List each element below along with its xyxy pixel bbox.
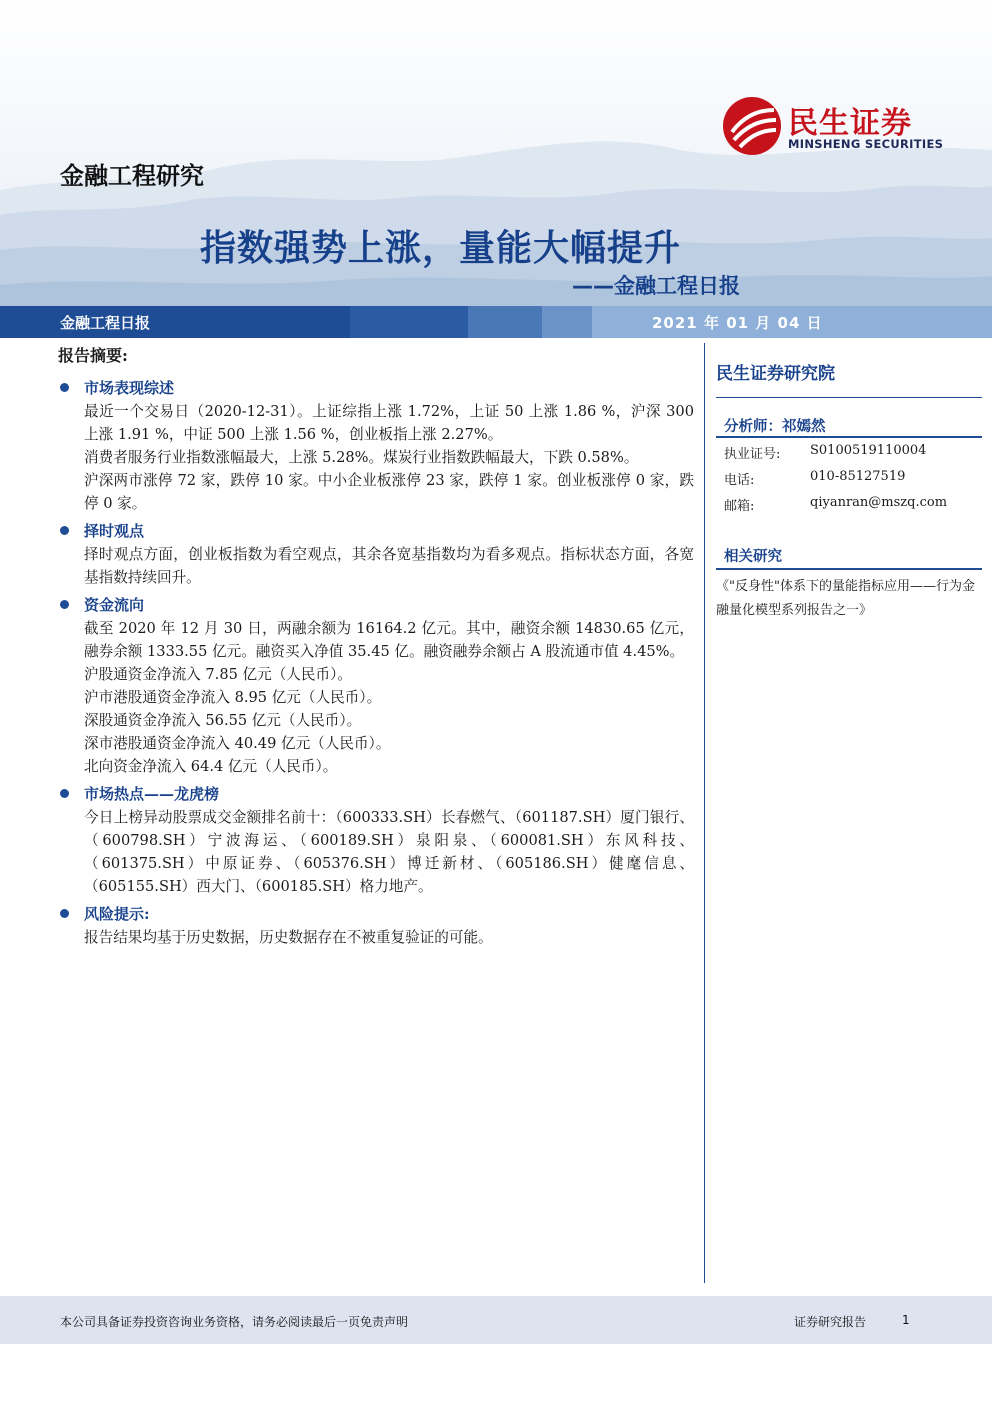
info-value: S0100519110004	[810, 443, 927, 458]
section-fund-flow	[58, 593, 694, 778]
report-title: 指数强势上涨，量能大幅提升	[200, 228, 682, 269]
paragraph: 北向资金净流入 64.4 亿元（人民币）。	[84, 758, 338, 775]
section-header	[58, 902, 694, 926]
info-label: 执业证号:	[724, 447, 781, 462]
page-footer	[0, 1296, 992, 1344]
section-title: 择时观点	[84, 522, 145, 540]
section-body	[84, 926, 694, 949]
band-segment	[542, 306, 592, 338]
section-title: 风险提示:	[84, 905, 150, 923]
paragraph: 深股通资金净流入 56.55 亿元（人民币）。	[84, 712, 362, 729]
logo-chinese-name: 民生证券	[788, 106, 912, 141]
paragraph: 最近一个交易日（2020-12-31）。上证综指上涨 1.72%，上证 50 上涨 1.86 %，沪深 300 上涨 1.91 %，中证 500 上涨 1.56 %，创业板指上涨 2.27%。	[84, 403, 694, 443]
section-body	[84, 400, 694, 515]
band-segment	[468, 306, 542, 338]
paragraph: 沪市港股通资金净流入 8.95 亿元（人民币）。	[84, 689, 382, 706]
bullet-icon	[60, 383, 69, 392]
footer-disclaimer: 本公司具备证券投资咨询业务资格，请务必阅读最后一页免责声明	[60, 1315, 409, 1329]
section-header	[58, 376, 694, 400]
section-market-overview	[58, 376, 694, 515]
footer-report-type: 证券研究报告	[794, 1315, 867, 1329]
report-subtitle: ——金融工程日报	[572, 274, 740, 298]
title-band	[0, 306, 992, 338]
abstract-heading: 报告摘要:	[58, 346, 128, 365]
section-header	[58, 519, 694, 543]
section-timing-view	[58, 519, 694, 589]
section-body	[84, 543, 694, 589]
section-header	[58, 593, 694, 617]
divider	[716, 397, 982, 398]
paragraph: 沪股通资金净流入 7.85 亿元（人民币）。	[84, 666, 352, 683]
section-header	[58, 782, 694, 806]
related-research-heading: 相关研究	[724, 548, 782, 565]
bullet-icon	[60, 909, 69, 918]
paragraph: 报告结果均基于历史数据，历史数据存在不被重复验证的可能。	[84, 929, 493, 946]
section-body	[84, 617, 694, 778]
paragraph: 深市港股通资金净流入 40.49 亿元（人民币）。	[84, 735, 391, 752]
abstract-column	[58, 343, 694, 949]
info-label: 邮箱:	[724, 499, 755, 514]
logo-english-name: MINSHENG SECURITIES	[788, 137, 944, 151]
column-divider	[704, 343, 705, 1283]
bullet-icon	[60, 600, 69, 609]
info-label: 电话:	[724, 473, 755, 488]
minsheng-logo	[722, 96, 952, 158]
institute-name: 民生证券研究院	[716, 364, 835, 384]
paragraph: 截至 2020 年 12 月 30 日，两融余额为 16164.2 亿元。其中，融资余额 14830.65 亿元，融券余额 1333.55 亿元。融资买入净值 35.45 亿。融资融券余额占 A 股流通市值 4.45%。	[84, 620, 694, 660]
report-date: 2021 年 01 月 04 日	[652, 314, 823, 332]
paragraph: 今日上榜异动股票成交金额排名前十：（600333.SH）长春燃气、（601187.SH）厦门银行、（600798.SH）宁波海运、（600189.SH）泉阳泉、（600081.SH）东风科技、（601375.SH）中原证券、（605376.SH）博迁新材、（605186.SH）健麾信息、（605155.SH）西大门、（600185.SH）格力地产。	[84, 809, 694, 895]
paragraph: 择时观点方面，创业板指数为看空观点，其余各宽基指数均为看多观点。指标状态方面，各宽基指数持续回升。	[84, 546, 694, 586]
bullet-icon	[60, 526, 69, 535]
paragraph: 沪深两市涨停 72 家，跌停 10 家。中小企业板涨停 23 家，跌停 1 家。创业板涨停 0 家，跌停 0 家。	[84, 472, 694, 512]
section-title: 市场热点——龙虎榜	[84, 785, 220, 803]
email-link[interactable]: qiyanran@mszq.com	[810, 495, 948, 510]
paragraph: 消费者服务行业指数涨幅最大，上涨 5.28%。煤炭行业指数跌幅最大，下跌 0.58%。	[84, 449, 639, 466]
bullet-icon	[60, 789, 69, 798]
page-number: 1	[902, 1313, 910, 1327]
section-market-hotspot	[58, 782, 694, 898]
section-body	[84, 806, 694, 898]
divider	[716, 568, 982, 570]
report-category: 金融工程研究	[60, 162, 204, 190]
related-research-item[interactable]: 《"反身性"体系下的量能指标应用——行为金融量化模型系列报告之一》	[716, 579, 975, 618]
info-value: 010-85127519	[810, 469, 906, 484]
divider	[716, 436, 982, 438]
band-report-type: 金融工程日报	[60, 314, 151, 332]
analyst-name: 分析师：祁嫣然	[724, 418, 826, 435]
section-title: 资金流向	[84, 596, 145, 614]
section-title: 市场表现综述	[84, 379, 175, 397]
section-risk-warning	[58, 902, 694, 949]
band-segment	[350, 306, 468, 338]
logo-mark-icon	[722, 96, 782, 156]
report-header	[0, 0, 992, 310]
